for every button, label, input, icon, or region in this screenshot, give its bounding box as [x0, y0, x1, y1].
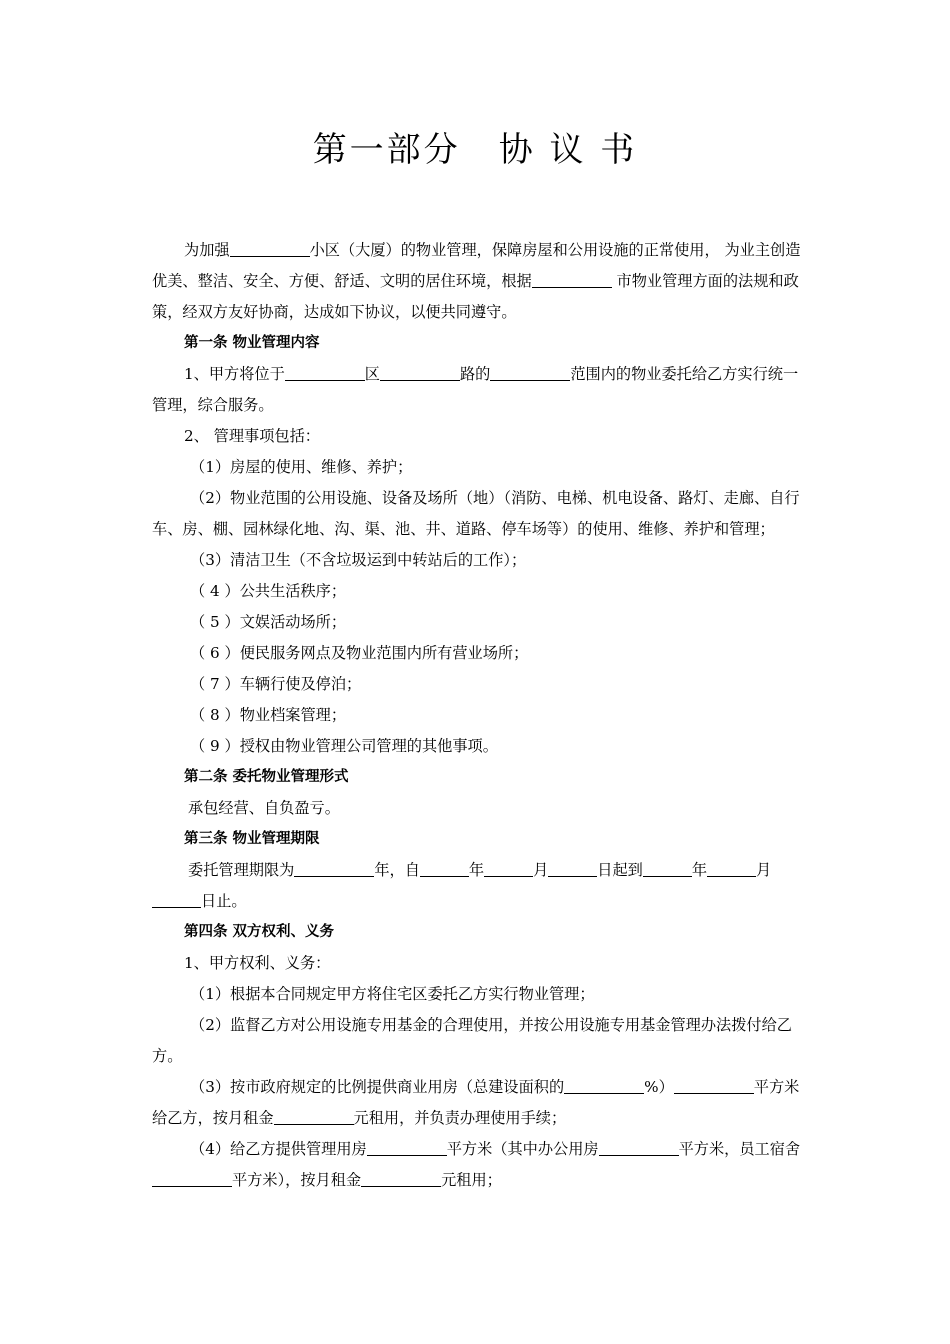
article3-text [152, 855, 802, 917]
article4-heading: 第四条 双方权利、义务 [184, 924, 335, 940]
blank-field [707, 861, 756, 877]
blank-field [548, 861, 597, 877]
preamble-text: 为加强 [184, 241, 230, 259]
item-text: 区 [364, 365, 380, 383]
item-text: 元租用； [441, 1171, 502, 1189]
subitem-2: （2）物业范围的公用设施、设备及场所（地）（消防、电梯、机电设备、路灯、走廊、自行车、房、棚、园林绿化地、沟、渠、池、井、道路、停车场等）的使用、维修、养护和管理； [152, 489, 800, 538]
preamble-text: 小区（大厦）的物业管理，保障房屋和公用设施的正常使用， 为业主创造优美、整洁、安全、方便、舒适、文明的居住环境，根据 [152, 241, 801, 290]
item-text: 年，自 [374, 861, 420, 879]
blank-field [599, 1140, 679, 1156]
blank-field [285, 365, 365, 381]
article4-sub3 [152, 1072, 802, 1134]
blank-field [532, 272, 612, 288]
article4-sub1: （1）根据本合同规定甲方将住宅区委托乙方实行物业管理； [190, 985, 595, 1003]
article4-item1: 1、甲方权利、义务： [184, 954, 331, 972]
blank-field [367, 1140, 447, 1156]
subitem-4: （ 4 ）公共生活秩序； [190, 582, 347, 600]
item-text: 日止。 [201, 892, 247, 910]
title-name: 协 议 书 [498, 130, 638, 170]
item-text: 委托管理期限为 [188, 861, 295, 879]
article1-item1 [152, 359, 802, 421]
blank-field [564, 1078, 644, 1094]
subitem-9: （ 9 ）授权由物业管理公司管理的其他事项。 [190, 737, 498, 755]
item-text: （4）给乙方提供管理用房 [190, 1140, 367, 1158]
blank-field [643, 861, 692, 877]
item-text: 范围内的物业委托给乙方实行统一管理，综合服务。 [152, 365, 799, 414]
preamble-paragraph [152, 235, 802, 328]
subitem-7: （ 7 ）车辆行使及停泊； [190, 675, 362, 693]
article4-sub4 [152, 1134, 802, 1196]
blank-field [380, 365, 460, 381]
subitem-6: （ 6 ）便民服务网点及物业范围内所有营业场所； [190, 644, 529, 662]
item-text: 日起到 [597, 861, 643, 879]
blank-field [230, 241, 310, 257]
item-text: 平方米给乙方，按月租金 [152, 1078, 800, 1127]
item-text: 平方米（其中办公用房 [446, 1140, 599, 1158]
blank-field [294, 861, 374, 877]
item-text: %） [644, 1078, 674, 1096]
article1-heading: 第一条 物业管理内容 [184, 335, 320, 351]
subitem-3: （3）清洁卫生（不含垃圾运到中转站后的工作）； [190, 551, 527, 569]
blank-field [152, 892, 201, 908]
article3-heading: 第三条 物业管理期限 [184, 831, 320, 847]
item-text: 月 [756, 861, 772, 879]
subitem-8: （ 8 ）物业档案管理； [190, 706, 347, 724]
item-text: （3）按市政府规定的比例提供商业用房（总建设面积的 [190, 1078, 565, 1096]
article2-text: 承包经营、自负盈亏。 [188, 799, 340, 817]
blank-field [420, 861, 469, 877]
subitem-5: （ 5 ）文娱活动场所； [190, 613, 347, 631]
blank-field [361, 1171, 441, 1187]
document-title [0, 122, 950, 171]
blank-field [490, 365, 570, 381]
article2-heading: 第二条 委托物业管理形式 [184, 769, 349, 785]
document-body [152, 235, 802, 1196]
article4-sub2: （2）监督乙方对公用设施专用基金的合理使用，并按公用设施专用基金管理办法拨付给乙方。 [152, 1016, 792, 1065]
item-text: 平方米），按月租金 [232, 1171, 362, 1189]
item-text: 元租用，并负责办理使用手续； [353, 1109, 567, 1127]
item-text: 平方米，员工宿舍 [678, 1140, 801, 1158]
blank-field [152, 1171, 232, 1187]
title-part: 第一部分 [312, 130, 461, 170]
blank-field [674, 1078, 754, 1094]
item-text: 月 [533, 861, 549, 879]
article1-item2: 2、 管理事项包括： [184, 427, 320, 445]
item-text: 1、甲方将位于 [184, 365, 285, 383]
item-text: 路的 [459, 365, 491, 383]
blank-field [274, 1109, 354, 1125]
subitem-1: （1）房屋的使用、维修、养护； [190, 458, 413, 476]
item-text: 年 [468, 861, 485, 879]
blank-field [484, 861, 533, 877]
preamble-text: 市物业管理方面的法规和政策，经双方友好协商，达成如下协议，以便共同遵守。 [152, 272, 799, 321]
item-text: 年 [691, 861, 707, 879]
